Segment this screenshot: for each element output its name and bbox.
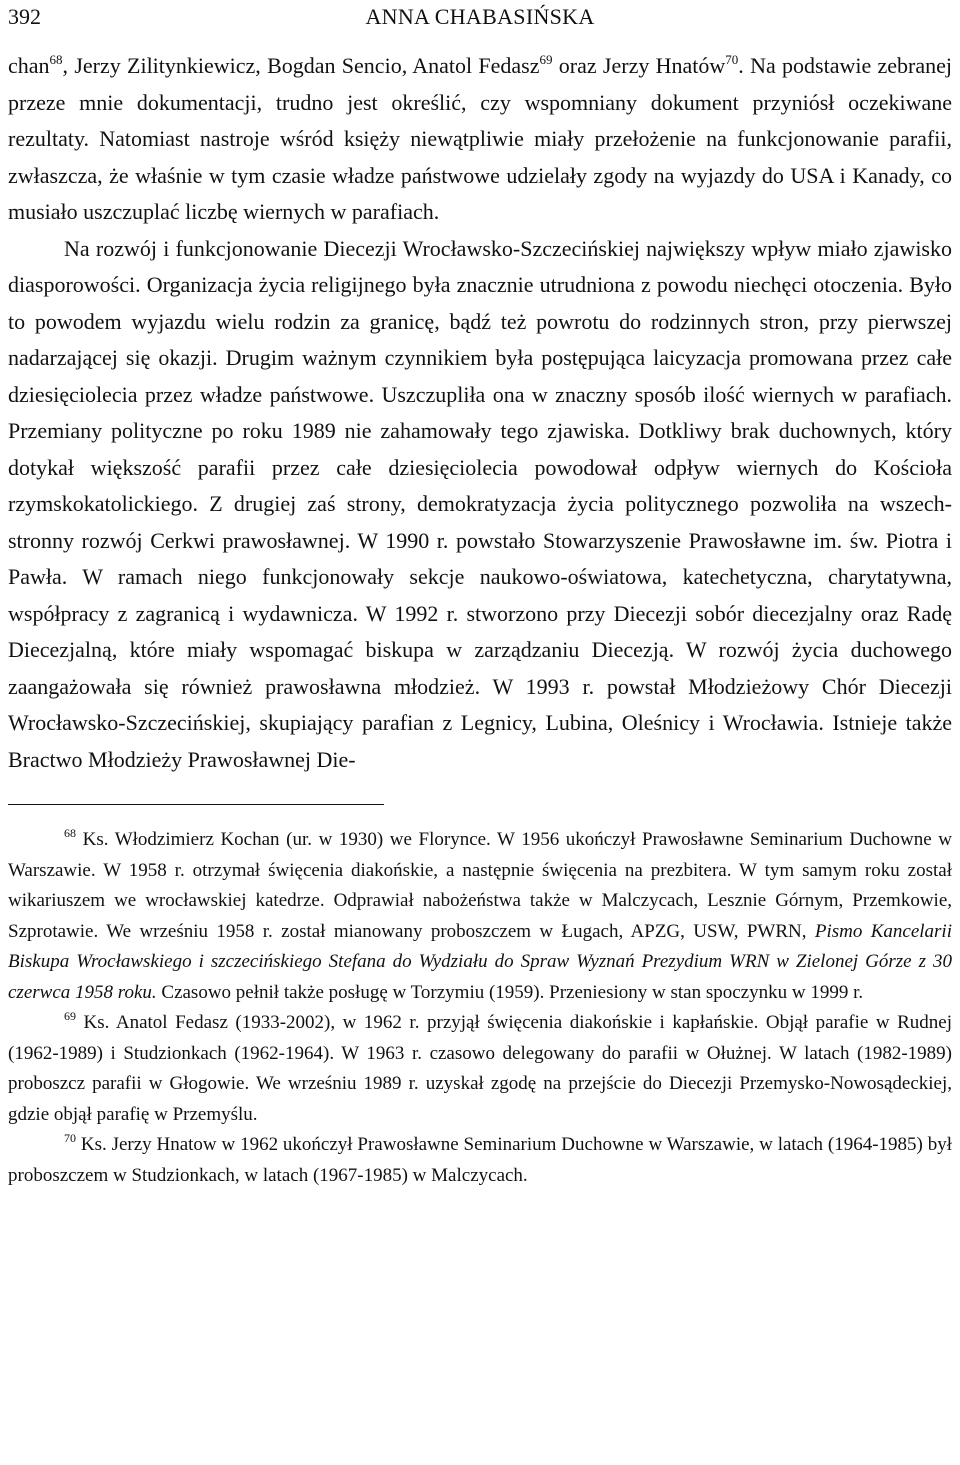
footnote-number: 70 — [64, 1131, 76, 1145]
running-head-author: ANNA CHABASIŃSKA — [365, 4, 595, 29]
footnote-text: Ks. Jerzy Hnatow w 1962 ukończył Prawosławne Seminarium Duchowne w Warszawie, w latach (1964-1985) był proboszczem w Studzionkach, w latach (1967-1985) w Malczycach. — [8, 1134, 952, 1186]
footnote-ref-68[interactable]: 68 — [49, 52, 63, 67]
footnote-70 — [8, 1130, 952, 1191]
footnotes — [8, 825, 952, 1191]
footnote-69 — [8, 1008, 952, 1130]
footnote-ref-70[interactable]: 70 — [725, 52, 739, 67]
text-segment: chan — [8, 53, 50, 78]
footnote-number: 68 — [64, 826, 76, 840]
main-text — [8, 48, 952, 778]
footnote-text: Ks. Anatol Fedasz (1933-2002), w 1962 r. przyjął święcenia diakońskie i kapłańskie. Objął parafie w Rudnej (1962-1989) i Studzionkach (1962-1964). W 1963 r. czasowo delegowany do parafii w Ołużnej. W latach (1982-1989) proboszcz parafii w Głogowie. We wrześniu 1989 r. uzyskał zgodę na przejście do Diecezji Przemysko-Nowosądeckiej, gdzie objął parafię w Przemyślu. — [8, 1012, 953, 1125]
footnote-ref-69[interactable]: 69 — [539, 52, 553, 67]
page-number: 392 — [8, 4, 41, 29]
paragraph-diaspora: Na rozwój i funkcjonowanie Diecezji Wrocławsko-Szczecińskiej największy wpływ miało zjawisko diasporowości. Organizacja życia religijnego była znacznie utrudniona z powodu niechęci otoczenia. Było to powodem wyjazdu wielu rodzin za granicę, bądź też powrotu do rodzinnych stron, przy pierwszej nadarzającej się okazji. Drugim ważnym czynnikiem była postępująca laicyzacja promowana przez całe dziesięciolecia przez władze państwowe. Uszczupliła ona w znaczny sposób ilość wiernych w parafiach. Przemiany polityczne po roku 1989 nie zahamowały tego zjawiska. Dotkliwy brak duchownych, który dotykał większość parafii przez całe dziesięciolecia powodował odpływ wiernych do Kościoła rzymskokatolickiego. Z drugiej zaś strony, demokratyzacja życia politycznego pozwoliła na wszechstronny rozwój Cerkwi prawosławnej. W 1990 r. powstało Stowarzyszenie Prawosławne im. św. Piotra i Pawła. W ramach niego funkcjonowały sekcje naukowo-oświatowa, katechetyczna, charytatywna, współpracy z zagranicą i wydawnicza. W 1992 r. stworzono przy Diecezji sobór diecezjalny oraz Radę Diecezjalną, które miały wspomagać biskupa w zarządzaniu Diecezją. W rozwój życia duchowego zaangażowała się również prawosławna młodzież. W 1993 r. powstał Młodzieżowy Chór Diecezji Wrocławsko-Szczecińskiej, skupiający parafian z Legnicy, Lubina, Oleśnicy i Wrocławia. Istnieje także Bractwo Młodzieży Prawosławnej Die- — [8, 235, 952, 772]
running-head — [8, 0, 952, 46]
footnote-68 — [8, 825, 952, 1008]
footnote-separator — [8, 804, 384, 805]
footnote-citation-title: Pismo Kancelarii Biskupa Wrocławskiego i szczecińskiego Stefana do Wydziału do Spraw Wyznań Prezydium WRN w Zielonej Górze z 30 czerwca 1958 roku. — [8, 920, 952, 1003]
footnote-number: 69 — [64, 1009, 76, 1023]
text-segment: , Jerzy Zilitynkiewicz, Bogdan Sencio, Anatol Fedasz — [62, 53, 540, 78]
text-segment: . Na podstawie zebranej przeze mnie dokumentacji, trudno jest określić, czy wspomniany dokument przyniósł oczekiwane rezultaty. Natomiast nastroje wśród księży niewątpliwie miały przełożenie na funkcjonowanie parafii, zwłaszcza, że właśnie w tym czasie władze państwowe udzielały zgody na wyjazdy do USA i Kanady, co musiało uszczuplać liczbę wiernych w parafiach. — [8, 53, 952, 224]
paragraph-continued — [8, 48, 952, 231]
text-segment: oraz Jerzy Hnatów — [552, 53, 726, 78]
book-page — [8, 0, 952, 1191]
footnote-text: Ks. Włodzimierz Kochan (ur. w 1930) we Florynce. W 1956 ukończył Prawosławne Seminarium Duchowne w Warszawie. W 1958 r. otrzymał święcenia diakońskie, a następnie święcenia na prezbitera. W tym samym roku został wikariuszem we wrocławskiej katedrze. Odprawiał nabożeństwa także w Malczycach, Lesznie Górnym, Przemkowie, Szprotawie. We wrześniu 1958 r. został mianowany proboszczem w Ługach, APZG, USW, PWRN, — [8, 829, 952, 942]
footnote-text: Czasowo pełnił także posługę w Torzymiu (1959). Przeniesiony w stan spoczynku w 1999 r. — [156, 981, 864, 1003]
